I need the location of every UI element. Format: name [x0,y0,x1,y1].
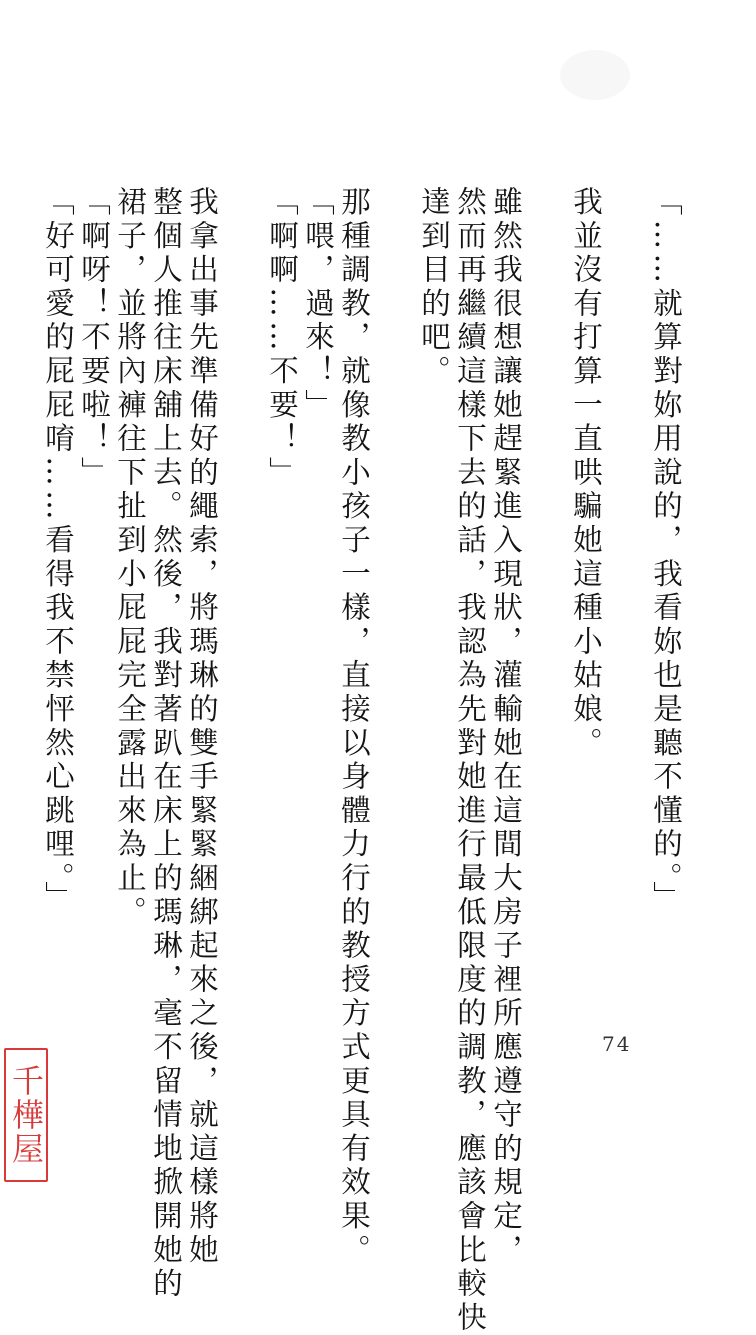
scan-smudge [560,50,630,100]
text-line: 「喂，過來！」 [301,186,335,423]
text-line: 我並沒有打算一直哄騙她這種小姑娘。 [569,186,603,761]
text-line: 雖然我很想讓她趕緊進入現狀，灌輸她在這間大房子裡所應遵守的規定， [489,186,523,1268]
text-line: 裙子，並將內褲往下扯到小屁屁完全露出來為止。 [113,186,147,930]
text-line: 「啊呀！不要啦！」 [77,186,111,491]
text-line: 整個人推往床舖上去。然後，我對著趴在床上的瑪琳，毫不留情地掀開她的 [149,186,183,1302]
vertical-text-body [41,186,684,1335]
page-number: 74 [602,1032,632,1056]
text-line: 那種調教，就像教小孩子一樣，直接以身體力行的教授方式更具有效果。 [337,186,371,1268]
text-line: 達到目的吧。 [417,186,451,389]
publisher-seal: 千樺屋 [4,1048,48,1182]
text-line: 「好可愛的屁屁唷……看得我不禁怦然心跳哩。」 [41,186,75,915]
text-line [0,186,40,1066]
text-line: 然而再繼續這樣下去的話，我認為先對她進行最低限度的調教，應該會比較快 [453,186,487,1335]
text-line: 我拿出事先準備好的繩索，將瑪琳的雙手緊緊綑綁起來之後，就這樣將她 [185,186,219,1268]
text-line: 「啊啊……不要！」 [265,186,299,491]
text-line: 「……就算對妳用說的，我看妳也是聽不懂的。」 [649,186,683,915]
